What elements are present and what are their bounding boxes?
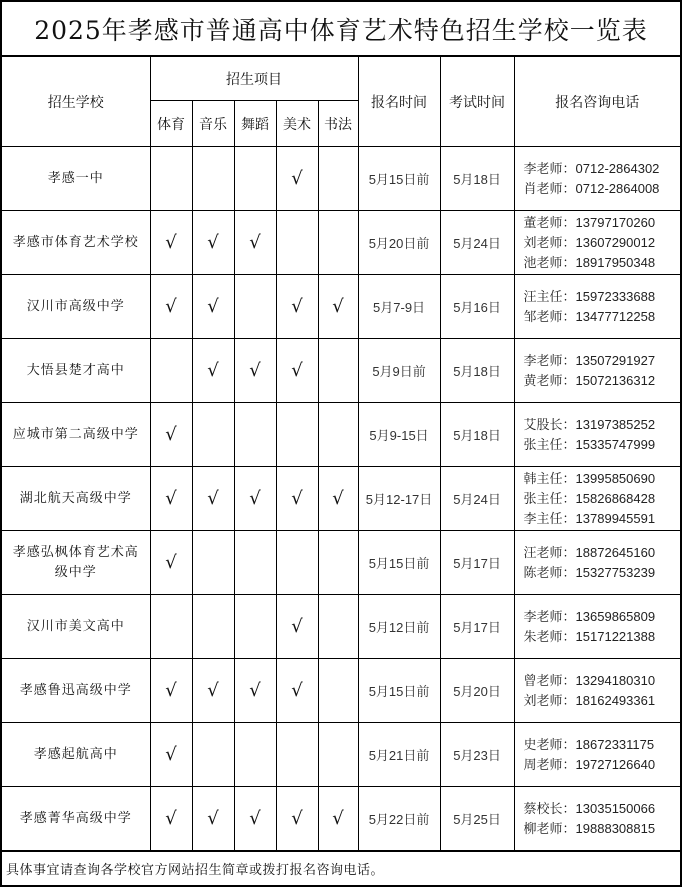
category-mark-cell: [318, 531, 358, 595]
contact-phones: [514, 147, 680, 211]
check-mark: √: [165, 232, 177, 253]
category-mark-cell: [276, 275, 318, 339]
category-mark-cell: [234, 787, 276, 851]
exam-time: 5月18日: [440, 403, 514, 467]
register-time: 5月7-9日: [358, 275, 440, 339]
phone-line: 汪老师：18872645160: [523, 544, 656, 560]
register-time: 5月21日前: [358, 723, 440, 787]
category-mark-cell: [192, 339, 234, 403]
contact-phones: [514, 275, 680, 339]
check-mark: √: [165, 424, 177, 445]
contact-phones: [514, 211, 680, 275]
header-category-calligraphy: 书法: [318, 101, 358, 147]
category-mark-cell: [150, 595, 192, 659]
header-category-sports: 体育: [150, 101, 192, 147]
table-row: [2, 147, 680, 211]
phone-line: 张主任：15826868428: [523, 490, 656, 506]
category-mark-cell: [318, 147, 358, 211]
category-mark-cell: [276, 403, 318, 467]
header-register-time: 报名时间: [358, 57, 440, 147]
header-category-music: 音乐: [192, 101, 234, 147]
category-mark-cell: [318, 275, 358, 339]
table-row: [2, 531, 680, 595]
contact-phones: [514, 403, 680, 467]
category-mark-cell: [318, 595, 358, 659]
check-mark: √: [207, 232, 219, 253]
phone-line: 池老师：18917950348: [523, 254, 656, 270]
category-mark-cell: [234, 659, 276, 723]
exam-time: 5月16日: [440, 275, 514, 339]
check-mark: √: [207, 488, 219, 509]
school-name: 孝感起航高中: [2, 723, 150, 787]
register-time: 5月15日前: [358, 659, 440, 723]
phone-line: 蔡校长：13035150066: [523, 800, 656, 816]
phone-line: 史老师：18672331175: [523, 736, 655, 752]
school-name: 湖北航天高级中学: [2, 467, 150, 531]
table-row: [2, 211, 680, 275]
table-row: [2, 275, 680, 339]
contact-phones: [514, 723, 680, 787]
check-mark: √: [249, 360, 261, 381]
phone-line: 李主任：13789945591: [523, 510, 656, 526]
category-mark-cell: [234, 339, 276, 403]
contact-phones: [514, 787, 680, 851]
category-mark-cell: [234, 403, 276, 467]
category-mark-cell: [234, 531, 276, 595]
contact-phones: [514, 595, 680, 659]
school-name: 孝感市体育艺术学校: [2, 211, 150, 275]
exam-time: 5月17日: [440, 531, 514, 595]
category-mark-cell: [192, 787, 234, 851]
exam-time: 5月18日: [440, 339, 514, 403]
contact-phones: [514, 659, 680, 723]
category-mark-cell: [192, 723, 234, 787]
phone-line: 董老师：13797170260: [523, 214, 656, 230]
check-mark: √: [165, 744, 177, 765]
check-mark: √: [165, 552, 177, 573]
register-time: 5月15日前: [358, 531, 440, 595]
contact-phones: [514, 339, 680, 403]
header-category-dance: 舞蹈: [234, 101, 276, 147]
category-mark-cell: [276, 787, 318, 851]
category-mark-cell: [150, 787, 192, 851]
phone-line: 柳老师：19888308815: [523, 820, 656, 836]
check-mark: √: [291, 360, 303, 381]
exam-time: 5月17日: [440, 595, 514, 659]
check-mark: √: [291, 488, 303, 509]
phone-line: 李老师：13659865809: [523, 608, 656, 624]
check-mark: √: [165, 808, 177, 829]
school-name: 孝感弘枫体育艺术高级中学: [2, 531, 150, 595]
category-mark-cell: [150, 211, 192, 275]
footer-note: 具体事宜请查询各学校官方网站招生简章或拨打报名咨询电话。: [2, 851, 680, 885]
category-mark-cell: [234, 723, 276, 787]
register-time: 5月20日前: [358, 211, 440, 275]
phone-line: 肖老师：0712-2864008: [523, 180, 660, 196]
category-mark-cell: [276, 467, 318, 531]
category-mark-cell: [192, 659, 234, 723]
category-mark-cell: [276, 339, 318, 403]
check-mark: √: [207, 360, 219, 381]
school-name: 孝感一中: [2, 147, 150, 211]
category-mark-cell: [192, 403, 234, 467]
header-exam-time: 考试时间: [440, 57, 514, 147]
check-mark: √: [291, 296, 303, 317]
register-time: 5月15日前: [358, 147, 440, 211]
phone-line: 邹老师：13477712258: [523, 308, 656, 324]
table-row: [2, 467, 680, 531]
school-name: 应城市第二高级中学: [2, 403, 150, 467]
phone-line: 黄老师：15072136312: [523, 372, 656, 388]
check-mark: √: [249, 680, 261, 701]
category-mark-cell: [318, 723, 358, 787]
check-mark: √: [165, 296, 177, 317]
header-school: 招生学校: [2, 57, 150, 147]
category-mark-cell: [150, 403, 192, 467]
phone-line: 李老师：13507291927: [523, 352, 656, 368]
table-row: [2, 403, 680, 467]
phone-line: 曾老师：13294180310: [523, 672, 656, 688]
register-time: 5月9-15日: [358, 403, 440, 467]
category-mark-cell: [318, 339, 358, 403]
category-mark-cell: [150, 275, 192, 339]
register-time: 5月12-17日: [358, 467, 440, 531]
phone-line: 周老师：19727126640: [523, 756, 656, 772]
category-mark-cell: [318, 467, 358, 531]
check-mark: √: [291, 680, 303, 701]
check-mark: √: [249, 232, 261, 253]
category-mark-cell: [234, 595, 276, 659]
check-mark: √: [291, 616, 303, 637]
exam-time: 5月24日: [440, 211, 514, 275]
exam-time: 5月20日: [440, 659, 514, 723]
category-mark-cell: [192, 147, 234, 211]
phone-line: 陈老师：15327753239: [523, 564, 656, 580]
contact-phones: [514, 467, 680, 531]
check-mark: √: [332, 296, 344, 317]
school-name: 大悟县楚才高中: [2, 339, 150, 403]
category-mark-cell: [276, 147, 318, 211]
phone-line: 朱老师：15171221388: [523, 628, 656, 644]
phone-line: 艾股长：13197385252: [523, 416, 656, 432]
phone-line: 韩主任：13995850690: [523, 470, 656, 486]
check-mark: √: [249, 808, 261, 829]
category-mark-cell: [150, 339, 192, 403]
school-name: 汉川市高级中学: [2, 275, 150, 339]
category-mark-cell: [150, 147, 192, 211]
page-title: 2025年孝感市普通高中体育艺术特色招生学校一览表: [2, 2, 680, 56]
register-time: 5月22日前: [358, 787, 440, 851]
exam-time: 5月23日: [440, 723, 514, 787]
table-row: [2, 723, 680, 787]
header-phone: 报名咨询电话: [514, 57, 680, 147]
phone-line: 张主任：15335747999: [523, 436, 656, 452]
header-category-art: 美术: [276, 101, 318, 147]
check-mark: √: [207, 296, 219, 317]
category-mark-cell: [150, 531, 192, 595]
phone-line: 汪主任：15972333688: [523, 288, 656, 304]
category-mark-cell: [192, 531, 234, 595]
check-mark: √: [332, 488, 344, 509]
check-mark: √: [291, 168, 303, 189]
category-mark-cell: [276, 723, 318, 787]
check-mark: √: [165, 488, 177, 509]
category-mark-cell: [318, 787, 358, 851]
exam-time: 5月24日: [440, 467, 514, 531]
category-mark-cell: [234, 275, 276, 339]
category-mark-cell: [318, 211, 358, 275]
category-mark-cell: [234, 211, 276, 275]
table-row: [2, 659, 680, 723]
school-table: [2, 56, 680, 851]
category-mark-cell: [192, 467, 234, 531]
table-row: [2, 339, 680, 403]
category-mark-cell: [276, 211, 318, 275]
check-mark: √: [165, 680, 177, 701]
exam-time: 5月25日: [440, 787, 514, 851]
category-mark-cell: [192, 211, 234, 275]
register-time: 5月12日前: [358, 595, 440, 659]
category-mark-cell: [276, 531, 318, 595]
check-mark: √: [207, 680, 219, 701]
table-row: [2, 595, 680, 659]
check-mark: √: [207, 808, 219, 829]
phone-line: 刘老师：13607290012: [523, 234, 656, 250]
school-name: 孝感菁华高级中学: [2, 787, 150, 851]
phone-line: 李老师：0712-2864302: [523, 160, 660, 176]
category-mark-cell: [192, 595, 234, 659]
category-mark-cell: [150, 467, 192, 531]
school-name: 孝感鲁迅高级中学: [2, 659, 150, 723]
category-mark-cell: [150, 723, 192, 787]
register-time: 5月9日前: [358, 339, 440, 403]
table-row: [2, 787, 680, 851]
check-mark: √: [249, 488, 261, 509]
header-projects: 招生项目: [150, 57, 358, 101]
category-mark-cell: [192, 275, 234, 339]
check-mark: √: [332, 808, 344, 829]
category-mark-cell: [318, 403, 358, 467]
phone-line: 刘老师：18162493361: [523, 692, 656, 708]
category-mark-cell: [318, 659, 358, 723]
category-mark-cell: [276, 659, 318, 723]
contact-phones: [514, 531, 680, 595]
school-name: 汉川市美文高中: [2, 595, 150, 659]
check-mark: √: [291, 808, 303, 829]
category-mark-cell: [234, 147, 276, 211]
exam-time: 5月18日: [440, 147, 514, 211]
category-mark-cell: [234, 467, 276, 531]
category-mark-cell: [150, 659, 192, 723]
table-body: [2, 147, 680, 851]
category-mark-cell: [276, 595, 318, 659]
